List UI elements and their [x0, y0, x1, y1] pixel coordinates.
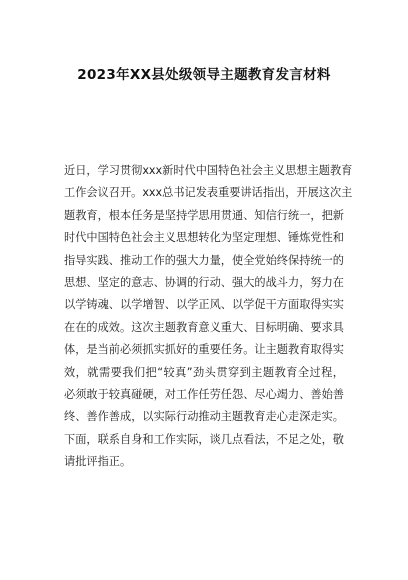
body-line-11: 必须敢于较真碰硬，对工作任劳任怨、尽心竭力、善始善 — [64, 387, 344, 401]
body-line-8: 在在的成效。这次主题教育意义重大、目标明确、要求具 — [64, 320, 344, 334]
document-body — [64, 160, 353, 473]
body-line-9: 体，是当前必须抓实抓好的重要任务。让主题教育取得实 — [64, 343, 344, 357]
body-line-4: 时代中国特色社会主义思想转化为坚定理想、锤炼党性和 — [64, 231, 344, 245]
body-line-12: 终、善作善成，以实际行动推动主题教育走心走深走实。 — [64, 410, 344, 424]
body-line-5: 指导实践、推动工作的强大力量，使全党始终保持统一的 — [64, 253, 344, 267]
body-line-2: 工作会议召开。xxx总书记发表重要讲话指出，开展这次主 — [64, 186, 353, 200]
document-title: 2023年XX县处级领导主题教育发言材料 — [77, 67, 331, 83]
body-line-13: 下面，联系自身和工作实际，谈几点看法，不足之处，敬 — [64, 432, 344, 446]
body-line-3: 题教育，根本任务是坚持学思用贯通、知信行统一，把新 — [64, 208, 344, 222]
body-line-1: 近日，学习贯彻xxx新时代中国特色社会主义思想主题教育 — [64, 164, 353, 177]
body-line-7: 以学铸魂、以学增智、以学正风、以学促干方面取得实实 — [64, 298, 344, 312]
body-line-10: 效，就需要我们把“较真”劲头贯穿到主题教育全过程， — [64, 365, 344, 379]
body-line-6: 思想、坚定的意志、协调的行动、强大的战斗力，努力在 — [64, 275, 344, 289]
body-line-14: 请批评指正。 — [64, 455, 132, 469]
